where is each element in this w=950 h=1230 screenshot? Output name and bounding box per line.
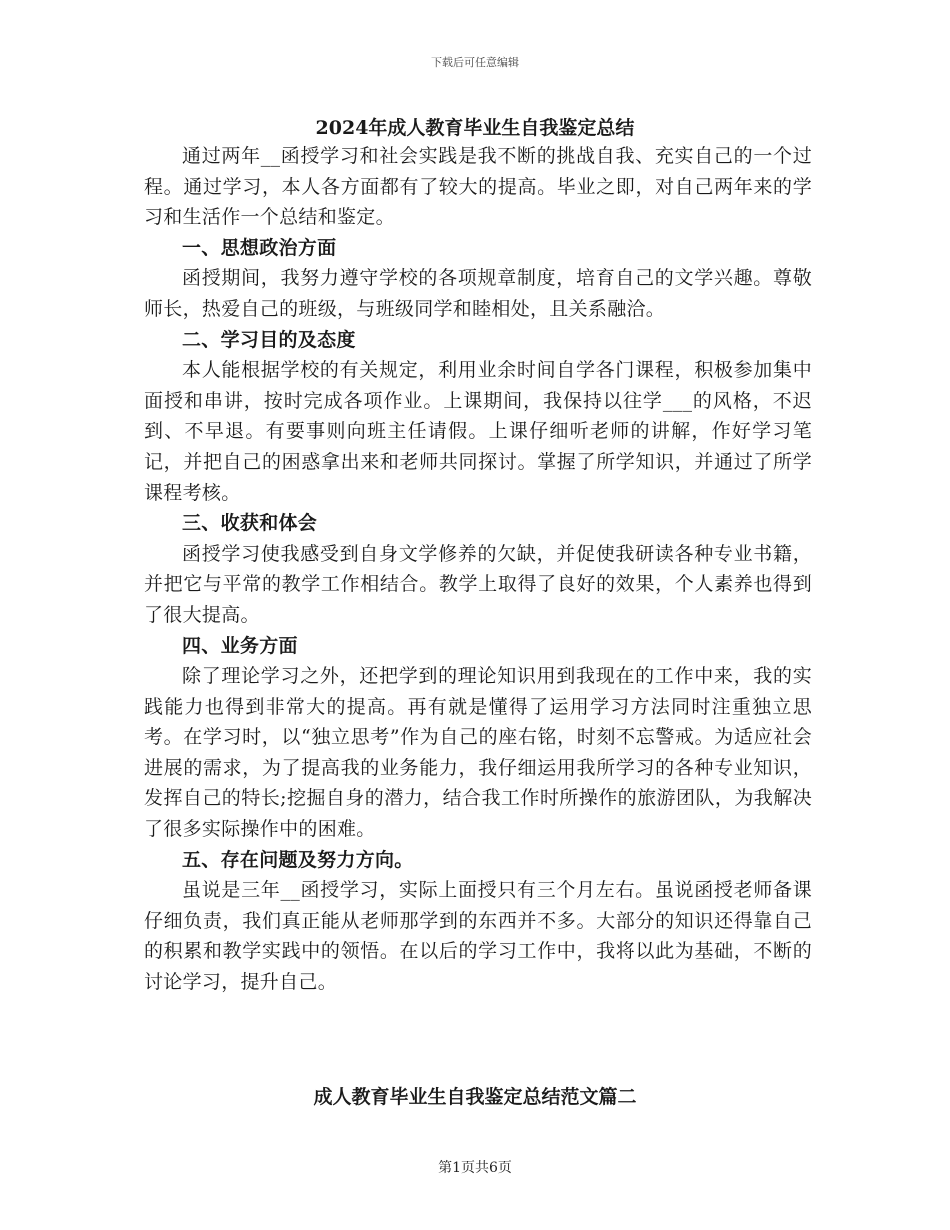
- paragraph: 通过两年__函授学习和社会实践是我不断的挑战自我、充实自己的一个过程。通过学习，本人各方面都有了较大的提高。毕业之即，对自己两年来的学习和生活作一个总结和鉴定。: [144, 145, 812, 229]
- page-number: 第1页共6页: [438, 1160, 512, 1176]
- document-body: [144, 141, 812, 998]
- header-note: 下载后可任意编辑: [431, 56, 519, 69]
- section-heading: 四、业务方面: [182, 634, 298, 657]
- paragraph: 本人能根据学校的有关规定，利用业余时间自学各门课程，积极参加集中面授和串讲，按时完成各项作业。上课期间，我保持以往学___的风格，不迟到、不早退。有要事则向班主任请假。上课仔细听老师的讲解，作好学习笔记，并把自己的困惑拿出来和老师共同探讨。掌握了所学知识，并通过了所学课程考核。: [144, 359, 812, 504]
- paragraph: 虽说是三年__函授学习，实际上面授只有三个月左右。虽说函授老师备课仔细负责，我们真正能从老师那学到的东西并不多。大部分的知识还得靠自己的积累和教学实践中的领悟。在以后的学习工作中，我将以此为基础，不断的讨论学习，提升自己。: [144, 879, 812, 994]
- section-heading: 五、存在问题及努力方向。: [182, 848, 414, 871]
- document-title: 2024年成人教育毕业生自我鉴定总结: [315, 117, 635, 139]
- paragraph: 函授期间，我努力遵守学校的各项规章制度，培育自己的文学兴趣。尊敬师长，热爱自己的班级，与班级同学和睦相处，且关系融洽。: [144, 267, 812, 320]
- paragraph: 除了理论学习之外，还把学到的理论知识用到我现在的工作中来，我的实践能力也得到非常大的提高。再有就是懂得了运用学习方法同时注重独立思考。在学习时，以“独立思考”作为自己的座右铭，时刻不忘警戒。为适应社会进展的需求，为了提高我的业务能力，我仔细运用我所学习的各种专业知识，发挥自己的特长;挖掘自身的潜力，结合我工作时所操作的旅游团队，为我解决了很多实际操作中的困难。: [144, 665, 812, 841]
- section-heading: 二、学习目的及态度: [182, 328, 356, 351]
- next-article-title: 成人教育毕业生自我鉴定总结范文篇二: [313, 1086, 637, 1108]
- paragraph: 函授学习使我感受到自身文学修养的欠缺，并促使我研读各种专业书籍，并把它与平常的教学工作相结合。教学上取得了良好的效果，个人素养也得到了很大提高。: [144, 542, 812, 626]
- section-heading: 三、收获和体会: [182, 512, 318, 535]
- section-heading: 一、思想政治方面: [182, 236, 337, 259]
